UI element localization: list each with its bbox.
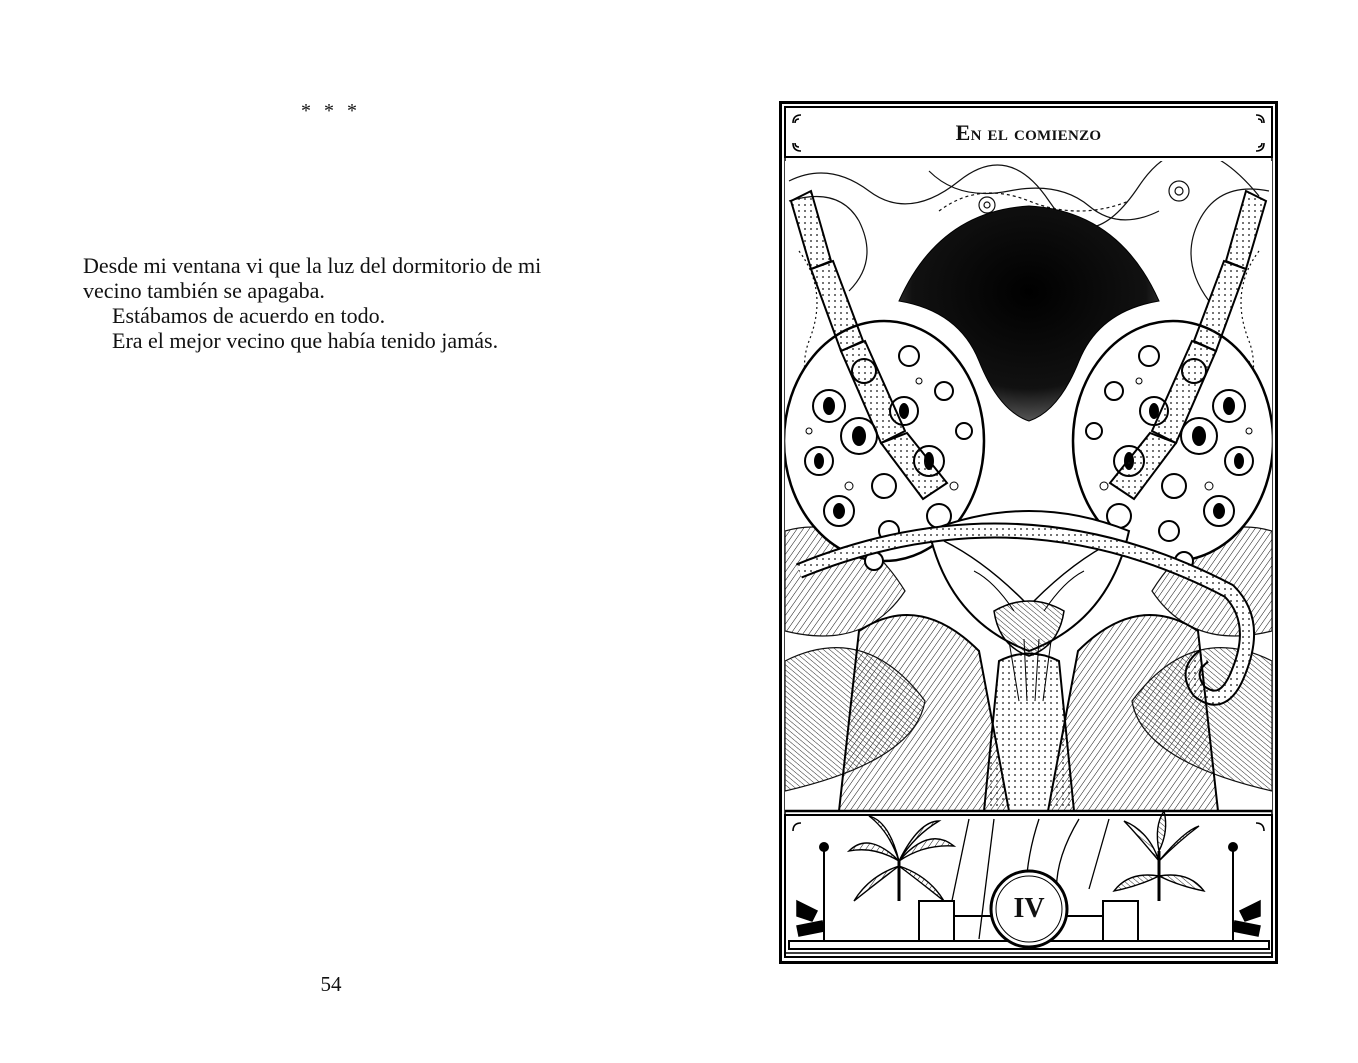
section-break: * * *: [301, 100, 361, 122]
creature-illustration: [784, 151, 1273, 811]
tarot-card: [779, 101, 1278, 964]
body-text: [83, 253, 588, 353]
paragraph: Desde mi ventana vi que la luz del dormitorio de mi vecino también se apagaba.: [83, 253, 542, 303]
card-illustration: [779, 101, 1278, 964]
bottom-panel: [785, 811, 1272, 957]
paragraph: Estábamos de acuerdo en todo.: [112, 303, 386, 328]
paragraph: Era el mejor vecino que había tenido jamás.: [112, 328, 499, 353]
card-numeral: IV: [1013, 893, 1045, 924]
page-number: 54: [320, 972, 342, 996]
card-title: En el comienzo: [955, 120, 1102, 145]
